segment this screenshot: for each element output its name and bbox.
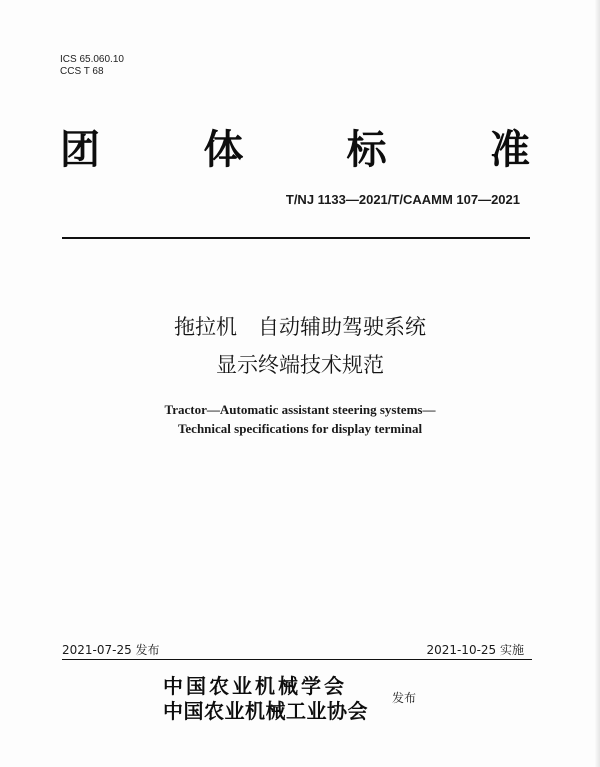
- chinese-title-line-2: 显示终端技术规范: [216, 353, 384, 377]
- publish-label: 发布: [392, 691, 417, 705]
- document-type-title: [60, 126, 530, 174]
- english-title-line-2: Technical specifications for display terminal: [177, 421, 423, 436]
- title-char: 标: [346, 127, 387, 173]
- effective-date: 2021-10-25 实施: [426, 643, 524, 657]
- ics-code: ICS 65.060.10: [60, 54, 124, 65]
- footer-divider: [62, 659, 532, 660]
- header-divider: [62, 237, 530, 239]
- title-char: 体: [203, 127, 244, 173]
- ccs-code: CCS T 68: [60, 66, 104, 77]
- title-char: 团: [60, 127, 100, 173]
- title-char: 准: [489, 127, 530, 173]
- publisher-org-2: 中国农业机械工业协会: [163, 699, 368, 723]
- english-title-line-1: Tractor—Automatic assistant steering systems—: [164, 402, 436, 417]
- standard-number: T/NJ 1133—2021/T/CAAMM 107—2021: [285, 192, 520, 207]
- publisher-org-1: 中国农业机械学会: [163, 674, 347, 698]
- issue-date: 2021-07-25 发布: [62, 643, 160, 657]
- page-edge-shadow: [594, 0, 600, 767]
- chinese-title-line-1: 拖拉机 自动辅助驾驶系统: [174, 315, 426, 339]
